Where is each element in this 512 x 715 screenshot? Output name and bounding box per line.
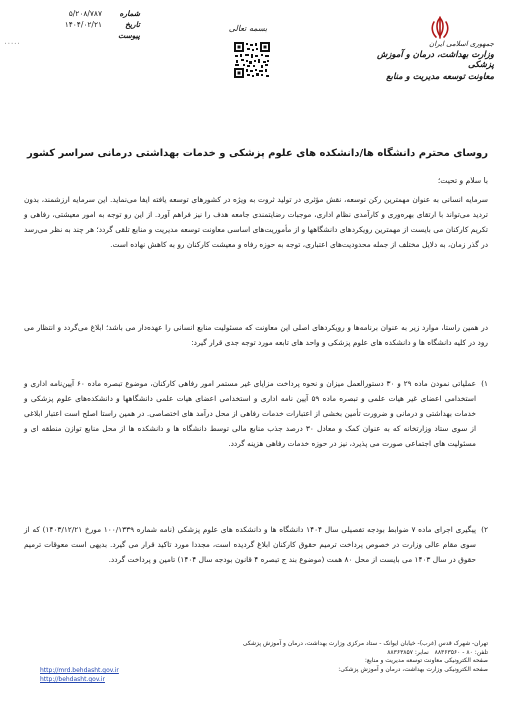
basmala: بسمه تعالی: [228, 24, 268, 33]
footer-address: تهران- شهرک قدس (غرب)- خیابان ایوانک - ستاد مرکزی وزارت بهداشت، درمان و آموزش پزشکی: [242, 640, 488, 647]
site2-link[interactable]: http://behdasht.gov.ir: [40, 676, 105, 683]
paragraph-intro: سرمایه انسانی به عنوان مهمترین رکن توسعه، نقش مؤثری در تولید ثروت به ویژه در کشورهای توسعه یافته ایفا می‌نماید. این سرمایه ارزشمند، بدون تردید می‌تواند با ارتقای بهره‌وری و کارآمدی نظام اداری، موجبات رضایتمندی جامعه هدف را نیز فراهم آورد. از این رو توجه به امور معیشتی، رفاهی و تکریم کارکنان می بایست از مهمترین رویکردهای دانشگاهها و از مأموریت‌های اساسی معاونت توسعه مدیریت و منابع تلقی گردد؛ هر چند به نظر می‌رسد در گذر زمان، به دلایل مختلف از جمله محدودیت‌های اعتباری، توجه به حوزه رفاه و معیشت کارکنان رو به کاهش نهاده است.: [24, 195, 488, 249]
attachment-label: پیوست: [118, 31, 140, 40]
footer-fax: نمابر: ۸۸۳۶۳۸۵۷: [387, 648, 429, 656]
footer-site2-label: صفحه الکترونیکی وزارت بهداشت، درمان و آموزش پزشکی:: [338, 665, 488, 673]
item-number: ۲): [481, 525, 488, 534]
number-label: شماره: [119, 9, 140, 18]
page-marker: ۰۰۰۰۰: [4, 40, 21, 47]
number-value: ۵/۲۰۸/۷۸۷: [68, 9, 102, 18]
letter-meta: [20, 8, 140, 41]
site1-link[interactable]: http://mrd.behdasht.gov.ir: [40, 667, 119, 674]
letter-footer: [0, 630, 512, 700]
ministry-line3: معاونت توسعه مدیریت و منابع: [386, 72, 494, 82]
item-text: عملیاتی نمودن ماده ۲۹ و ۳۰ دستورالعمل میزان و نحوه پرداخت مزایای غیر مستمر امور رفاهی کارکنان، موضوع تبصره ماده ۶۰ آیین‌نامه اداری و استخدامی اعضای غیر هیات علمی و تبصره ماده ۵۹ آیین نامه اداری و استخدامی اعضای هیات علمی دانشگاهها و دانشکده‌های علوم پزشکی و خدمات بهداشتی و درمانی و ضرورت تأمین بخشی از اعتبارات خدمات رفاهی از محل درآمد های اختصاصی. در همین راستا اصلح است اعتبار ابلاغی از سوی ستاد وزارتخانه که به عنوان کمک و معادل ۳۰ درصد جذب منابع مالی توسط دانشگاه ها و دانشکده ها از محل منابع توازن منطقه ای و مسئولیت های اجتماعی صورت می پذیرد، نیز در حوزه خدمات رفاهی هزینه گردد.: [24, 379, 477, 448]
footer-site1-label: صفحه الکترونیکی معاونت توسعه مدیریت و منابع:: [364, 657, 488, 664]
list-item: [24, 522, 488, 567]
ministry-line2: وزارت بهداشت، درمان و آموزش پزشکی: [377, 50, 494, 70]
footer-address-block: [148, 640, 488, 674]
iran-emblem-icon: [426, 14, 454, 42]
ministry-line1: جمهوری اسلامی ایران: [429, 40, 494, 48]
recipient-heading: روسای محترم دانشگاه ها/دانشکده های علوم پزشکی و خدمات بهداشتی درمانی سراسر کشور: [27, 148, 488, 159]
qr-code-icon: [234, 42, 270, 78]
date-value: ۱۴۰۴/۰۲/۲۱: [64, 20, 102, 29]
date-label: تاریخ: [125, 20, 140, 29]
paragraph-directive: در همین راستا، موارد زیر به عنوان برنامه‌ها و رویکردهای اصلی این معاونت که مسئولیت منابع انسانی را عهده‌دار می باشد؛ ابلاغ می‌گردد و انتظار می رود در کلیه دانشگاه ها و دانشکده های علوم پزشکی و واحد های تابعه مورد توجه جدی قرار گیرد:: [24, 323, 488, 347]
footer-links: [40, 666, 180, 684]
greeting: با سلام و تحیت؛: [437, 176, 488, 185]
footer-phone: تلفن: ۸۰ - ۸۸۳۶۳۵۶۰: [434, 648, 488, 656]
item-text: پیگیری اجرای ماده ۷ ضوابط بودجه تفصیلی سال ۱۴۰۴ دانشگاه ها و دانشکده های علوم پزشکی (نامه شماره ۱۰۰/۱۳۳۹ مورخ ۱۴۰۳/۱۲/۲۱) که از سوی مقام عالی وزارت در خصوص پرداخت ترمیم حقوق کارکنان ابلاغ گردیده است، مجددا مورد تاکید قرار می گیرد. بدیهی است معوقات ترمیم حقوق در سال ۱۴۰۳ می بایست از محل ۸۰ همت (موضوع بند ج تبصره ۴ قانون بودجه سال ۱۴۰۴) تامین و پرداخت گردد.: [24, 525, 476, 564]
list-item: [24, 376, 488, 451]
item-number: ۱): [481, 379, 488, 388]
ministry-header: [364, 40, 494, 82]
